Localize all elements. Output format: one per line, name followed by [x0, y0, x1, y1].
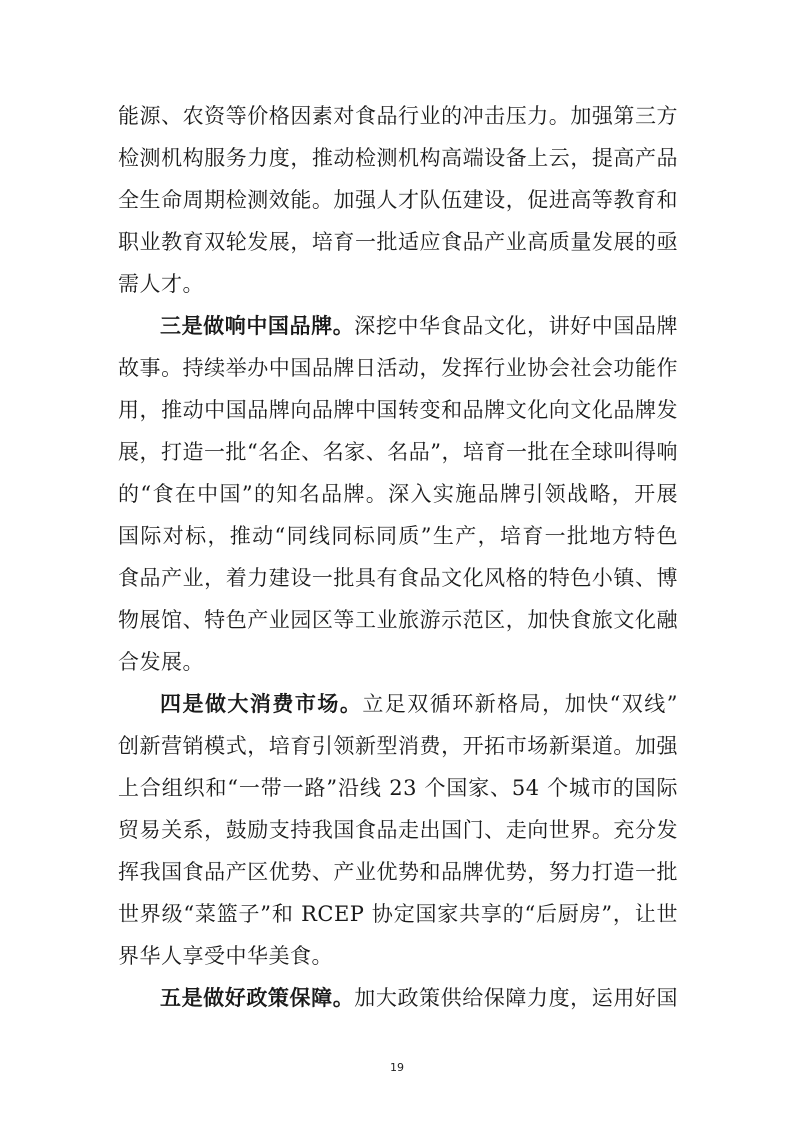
paragraph-first-line: [160, 312, 678, 340]
paragraph-line: 上合组织和“一带一路”沿线 23 个国家、54 个城市的国际: [118, 776, 678, 800]
paragraph-line: 检测机构服务力度，推动检测机构高端设备上云，提高产品: [118, 146, 678, 170]
paragraph-line: 的“食在中国”的知名品牌。深入实施品牌引领战略，开展: [118, 482, 678, 506]
paragraph-line: 用，推动中国品牌向品牌中国转变和品牌文化向文化品牌发: [118, 398, 678, 422]
section-heading: 三是做响中国品牌。: [160, 313, 355, 338]
paragraph-line: 职业教育双轮发展，培育一批适应食品产业高质量发展的亟: [118, 230, 678, 254]
paragraph-line: 需人才。: [118, 272, 204, 296]
paragraph-line: 物展馆、特色产业园区等工业旅游示范区，加快食旅文化融: [118, 608, 678, 632]
paragraph-line: 食品产业，着力建设一批具有食品文化风格的特色小镇、博: [118, 566, 678, 590]
paragraph-line: 国际对标，推动“同线同标同质”生产，培育一批地方特色: [118, 524, 678, 548]
paragraph-line: 挥我国食品产区优势、产业优势和品牌优势，努力打造一批: [118, 860, 678, 884]
paragraph-line: 界华人享受中华美食。: [118, 944, 333, 968]
paragraph-line: 展，打造一批“名企、名家、名品”，培育一批在全球叫得响: [118, 440, 678, 464]
section-heading: 四是做大消费市场。: [160, 691, 363, 716]
paragraph-first-line: [160, 984, 678, 1012]
paragraph-text: 立足双循环新格局，加快“双线”: [362, 692, 678, 716]
paragraph-line: 故事。持续举办中国品牌日活动，发挥行业协会社会功能作: [118, 356, 678, 380]
paragraph-line: 全生命周期检测效能。加强人才队伍建设，促进高等教育和: [118, 188, 678, 212]
paragraph-line: 能源、农资等价格因素对食品行业的冲击压力。加强第三方: [118, 104, 678, 128]
paragraph-line: 世界级“菜篮子”和 RCEP 协定国家共享的“后厨房”，让世: [118, 902, 678, 926]
section-heading: 五是做好政策保障。: [160, 985, 355, 1010]
paragraph-text: 加大政策供给保障力度，运用好国: [354, 986, 679, 1010]
paragraph-line: 创新营销模式，培育引领新型消费，开拓市场新渠道。加强: [118, 734, 678, 758]
paragraph-text: 深挖中华食品文化，讲好中国品牌: [354, 314, 679, 338]
page-number: 19: [390, 1061, 404, 1074]
paragraph-line: 贸易关系，鼓励支持我国食品走出国门、走向世界。充分发: [118, 818, 678, 842]
paragraph-first-line: [160, 690, 678, 718]
paragraph-line: 合发展。: [118, 650, 204, 674]
